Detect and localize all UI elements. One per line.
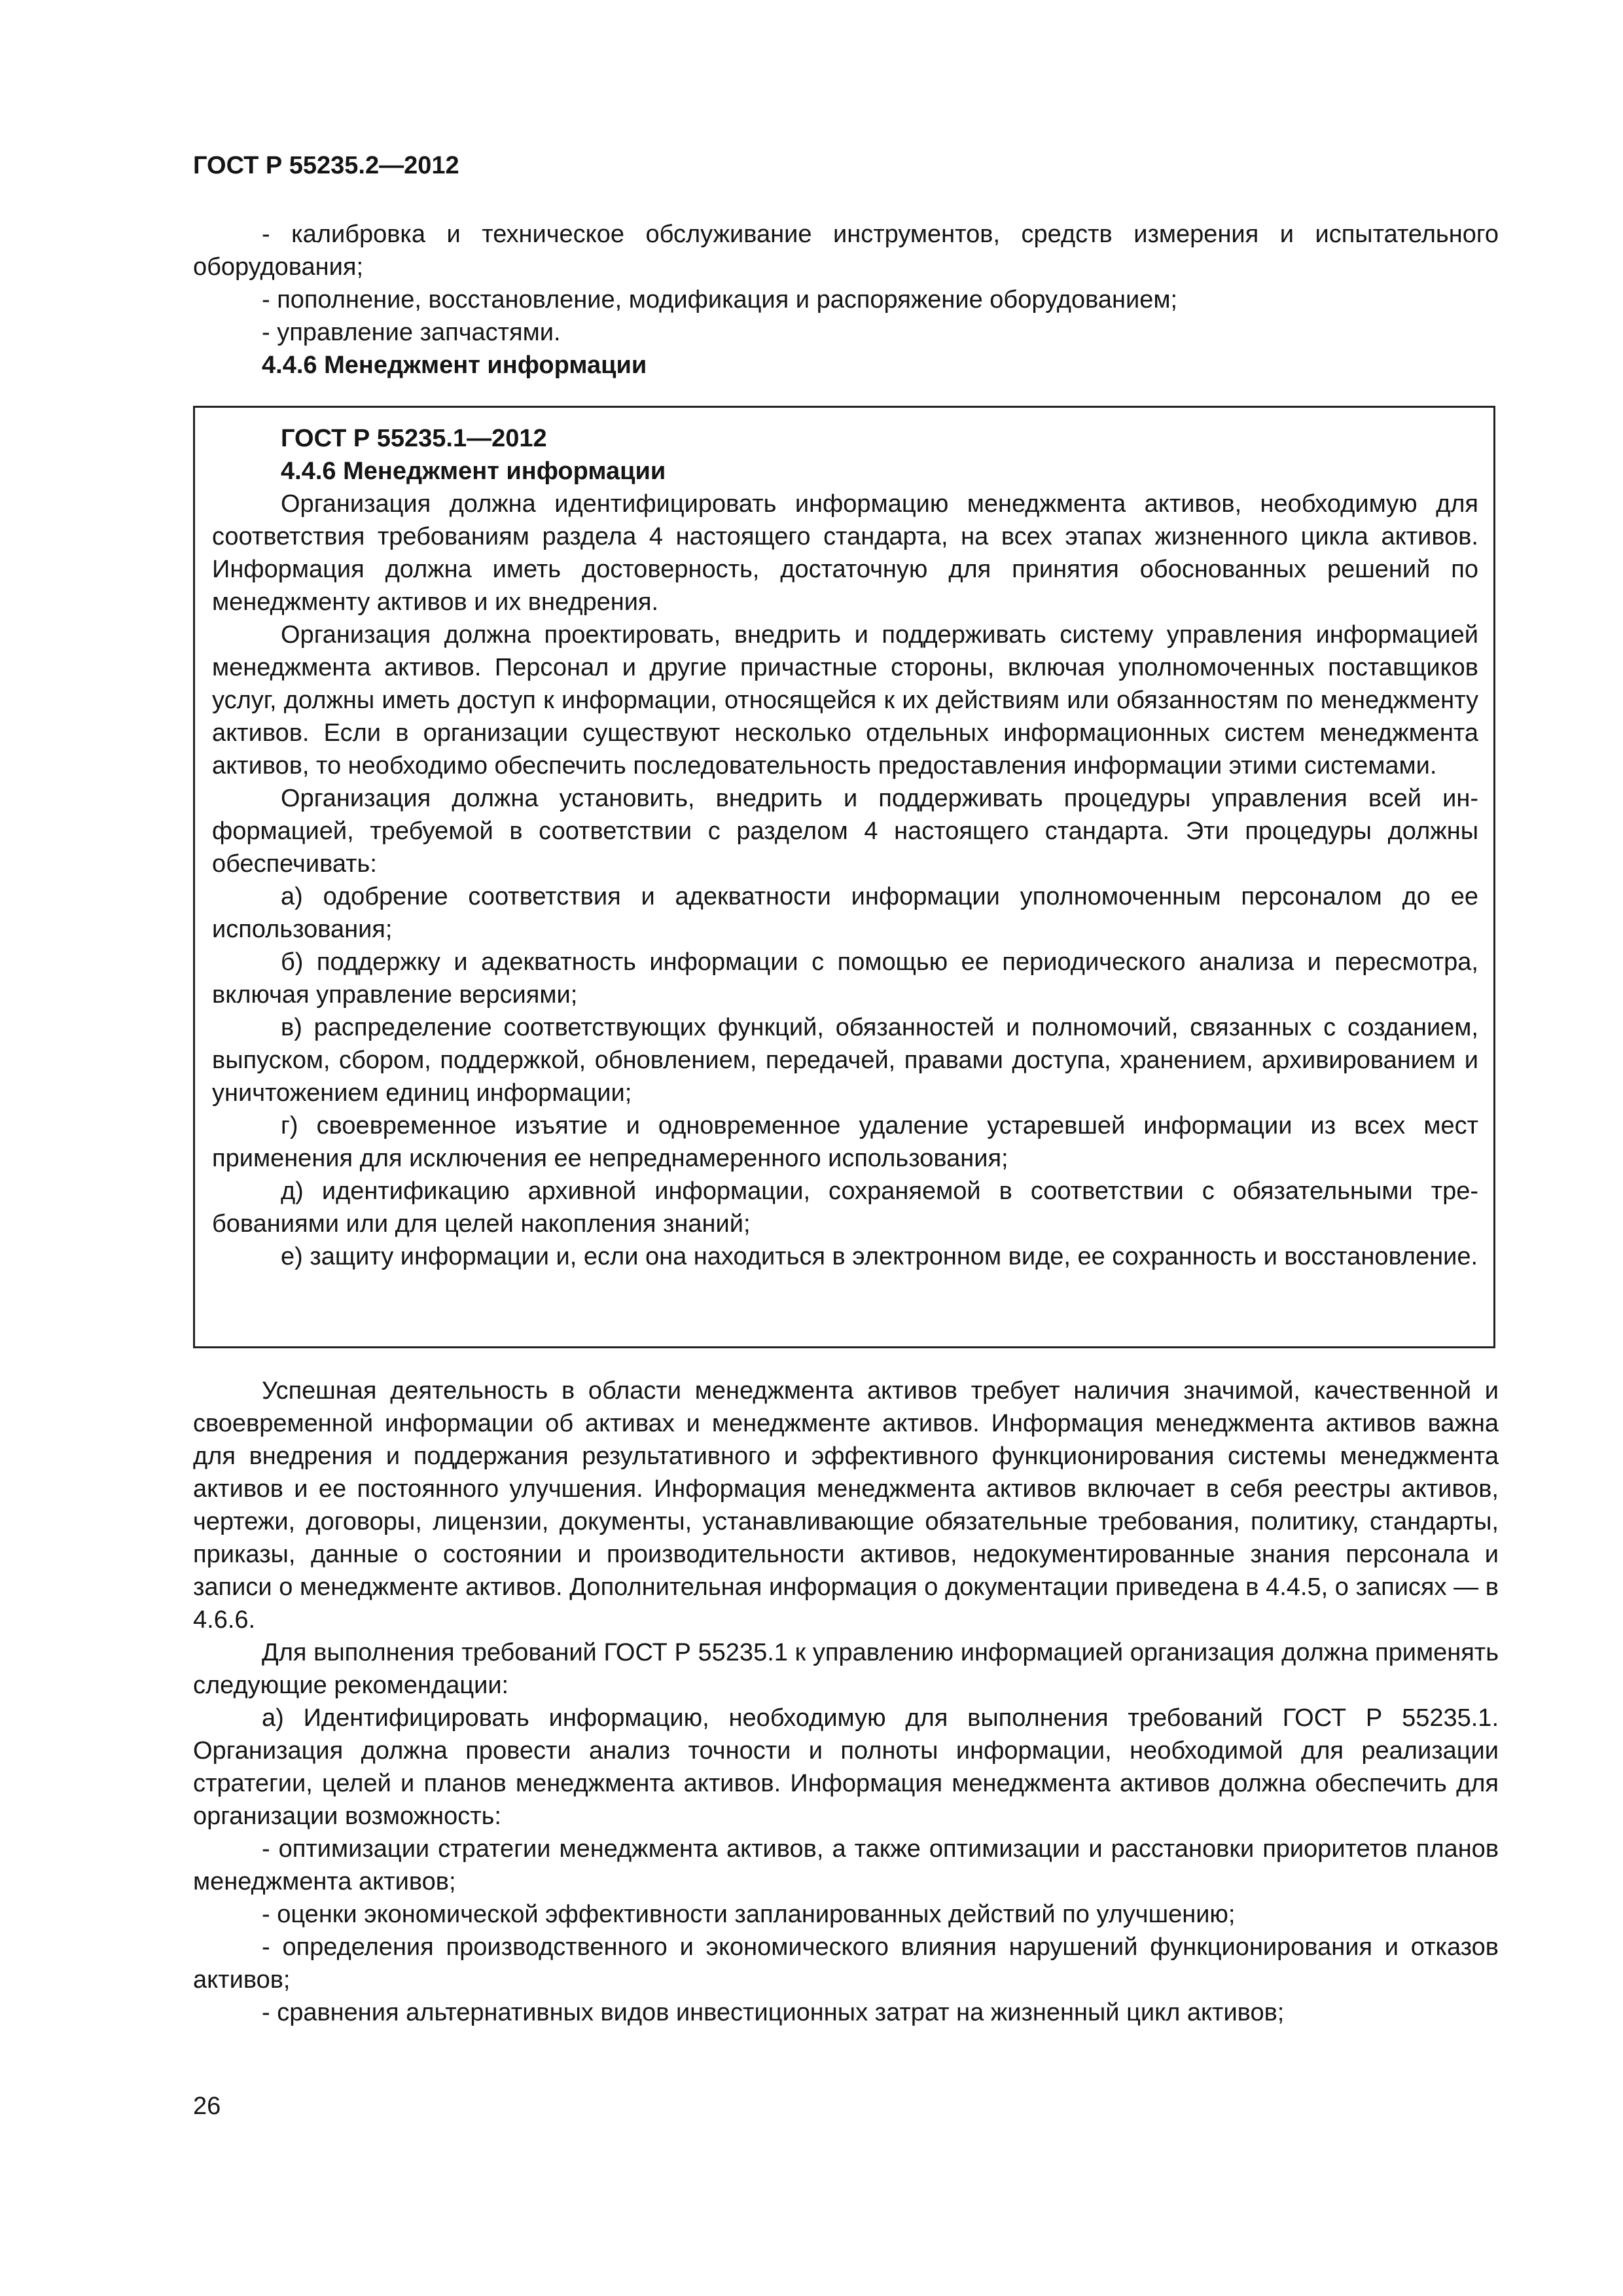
list-item: - определения производственного и экономического влияния нарушений функционирования и отказов активов; [193,1933,1499,1994]
page-number: 26 [193,2092,221,2120]
list-item: б) поддержку и адекватность информации с помощью ее периодического анализа и пересмотра, включая управление версиями; [212,948,1478,1009]
paragraph: Успешная деятельность в области менеджмента активов требует наличия значимой, качественной и своевременной информации об активах и менеджменте активов. Информация менеджмента активов важна для внедрения и поддержания результативного и эффективного функционирования системы менеджмента активов и ее постоянного улучшения. Информация менеджмента активов включает в себя реестры активов, чертежи, договоры, лицензии, документы, устанавливающие обязательные требования, политику, стандарты, приказы, данные о состоянии и производительности активов, недокументированные знания персонала и записи о менеджменте активов. Дополнительная информация о документации приведена в 4.4.5, о записях — в 4.6.6. [193,1377,1499,1634]
quoted-standard-title: ГОСТ Р 55235.1—2012 [281,425,547,452]
paragraph: Для выполнения требований ГОСТ Р 55235.1 к управлению информацией организация должна применять следующие рекомендации: [193,1639,1499,1699]
quoted-standard-text [212,422,1478,1273]
list-item: г) своевременное изъятие и одновременное удаление устаревшей информации из всех мест применения для исключения ее непреднамеренного использования; [212,1112,1478,1172]
list-item: - оценки экономической эффективности запланированных действий по улучшению; [262,1901,1236,1928]
paragraph: - пополнение, восстановление, модификация и распоряжение оборудованием; [262,286,1178,314]
section-heading: 4.4.6 Менеджмент информации [262,351,647,379]
list-item: - сравнения альтернативных видов инвестиционных затрат на жизненный цикл активов; [262,1999,1285,2026]
quoted-standard-box [193,406,1495,1348]
list-item: в) распределение соответствующих функций, обязанностей и полномочий, связанных с созданием, выпуском, сбором, поддержкой, обновлением, передачей, правами доступа, хранением, архивированием и уничтожением единиц информации; [212,1014,1478,1107]
list-item: а) одобрение соответствия и адекватности информации уполномоченным персоналом до ее использования; [212,883,1478,943]
paragraph: Организация должна идентифицировать информацию менеджмента активов, необходимую для соответствия требованиям раздела 4 настоящего стандарта, на всех этапах жизненного цикла активов. Информация должна иметь достоверность, достаточную для принятия обоснованных решений по менеджменту активов и их внедрения. [212,490,1478,616]
top-text-block [193,218,1499,382]
paragraph: - калибровка и техническое обслуживание инструментов, средств измерения и испытательного оборудования; [193,221,1499,281]
paragraph: Организация должна установить, внедрить и поддерживать процедуры управления всей информацией, требуемой в соответствии с разделом 4 настоящего стандарта. Эти процедуры должны обеспечивать: [212,785,1478,878]
bottom-text-block [193,1374,1499,2029]
paragraph: Организация должна проектировать, внедрить и поддерживать систему управления информацией менеджмента активов. Персонал и другие причастные стороны, включая уполномоченных поставщиков услуг, должны иметь доступ к информации, относящейся к их действиям или обязанностям по менеджменту активов. Если в организации существуют несколько отдельных информационных систем менеджмента активов, то необходимо обеспечить последовательность предоставления информации этими системами. [212,621,1478,780]
quoted-section-heading: 4.4.6 Менеджмент информации [281,457,666,485]
list-item: - оптимизации стратегии менеджмента активов, а также оптимизации и расстановки приоритетов планов менеджмента активов; [193,1835,1499,1895]
paragraph: а) Идентифицировать информацию, необходимую для выполнения требований ГОСТ Р 55235.1. Организация должна провести анализ точности и полноты информации, необходимой для реализации стратегии, целей и планов менеджмента активов. Информация менеджмента активов должна обеспечить для организации возможность: [193,1704,1499,1830]
paragraph: - управление запчастями. [262,319,561,346]
list-item: е) защиту информации и, если она находиться в электронном виде, ее сохранность и восстановление. [281,1243,1478,1270]
list-item: д) идентификацию архивной информации, сохраняемой в соответствии с обязательными требованиями или для целей накопления знаний; [212,1177,1478,1238]
document-header: ГОСТ Р 55235.2—2012 [193,152,459,179]
